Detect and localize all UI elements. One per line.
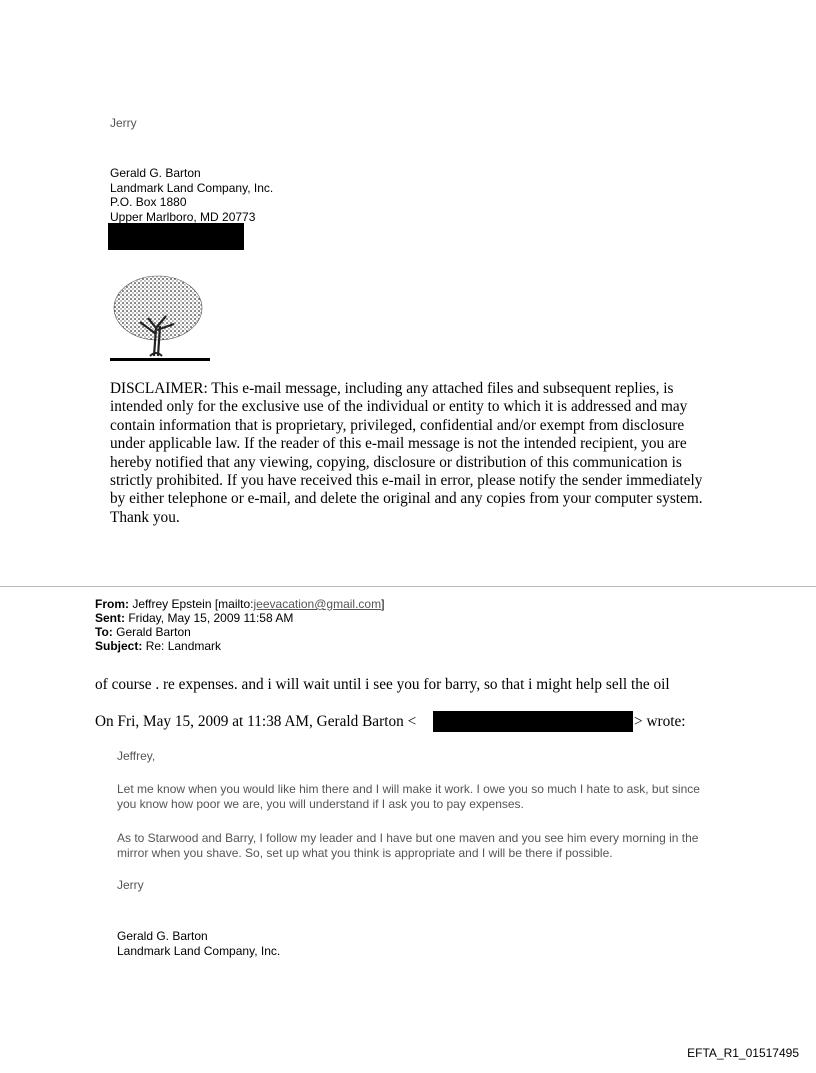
reply-body: of course . re expenses. and i will wait until i see you for barry, so that i might help sell the oil <box>95 676 670 693</box>
subject-value: Re: Landmark <box>145 639 222 653</box>
disclaimer-text: DISCLAIMER: This e-mail message, including any attached files and subsequent replies, is intended only for the exclusive use of the individual or entity to which it is addressed and may contain information that is proprietary, privileged, confidential and/or exempt from disclosure under applicable law. If the reader of this e-mail message is not the intended recipient, you are hereby notified that any viewing, copying, disclosure or distribution of this communication is strictly prohibited. If you have received this e-mail in error, please notify the sender immediately by either telephone or e-mail, and delete the original and any copies from your computer system. Thank you. <box>110 380 703 526</box>
header-from <box>95 597 384 611</box>
quote-intro-end: > wrote: <box>634 713 686 730</box>
header-sent <box>95 611 293 625</box>
signature-po-box: P.O. Box 1880 <box>110 195 187 209</box>
quoted-closing: Jerry <box>117 878 144 892</box>
quoted-greeting: Jeffrey, <box>117 749 156 763</box>
quoted-signature-company: Landmark Land Company, Inc. <box>117 943 281 958</box>
signature-city: Upper Marlboro, MD 20773 <box>110 209 256 224</box>
to-label: To: <box>95 625 113 639</box>
from-label: From: <box>95 597 129 611</box>
to-value: Gerald Barton <box>116 625 191 639</box>
header-subject <box>95 639 221 653</box>
oak-tree-icon <box>110 270 210 362</box>
header-divider <box>0 586 816 587</box>
signature-company: Landmark Land Company, Inc. <box>110 180 274 195</box>
from-email-link[interactable]: jeevacation@gmail.com <box>253 597 382 611</box>
redaction-bar <box>108 223 244 250</box>
from-close: ] <box>381 597 385 611</box>
signature-closing: Jerry <box>110 116 137 130</box>
redaction-bar-email <box>433 711 633 732</box>
quoted-signature-name: Gerald G. Barton <box>117 929 208 943</box>
quote-intro-start: On Fri, May 15, 2009 at 11:38 AM, Gerald Barton < <box>95 713 417 730</box>
from-value: Jeffrey Epstein [mailto: <box>132 597 254 611</box>
header-to <box>95 625 191 639</box>
signature-name: Gerald G. Barton <box>110 166 201 180</box>
document-id: EFTA_R1_01517495 <box>687 1046 799 1060</box>
subject-label: Subject: <box>95 639 143 653</box>
sent-value: Friday, May 15, 2009 11:58 AM <box>128 611 294 625</box>
sent-label: Sent: <box>95 611 125 625</box>
quoted-paragraph-2: As to Starwood and Barry, I follow my leader and I have but one maven and you see him every morning in the mirror when you shave. So, set up what you think is appropriate and I will be there if possible. <box>117 831 699 860</box>
quoted-paragraph-1: Let me know when you would like him there and I will make it work. I owe you so much I hate to ask, but since you know how poor we are, you will understand if I ask you to pay expenses. <box>117 782 700 811</box>
